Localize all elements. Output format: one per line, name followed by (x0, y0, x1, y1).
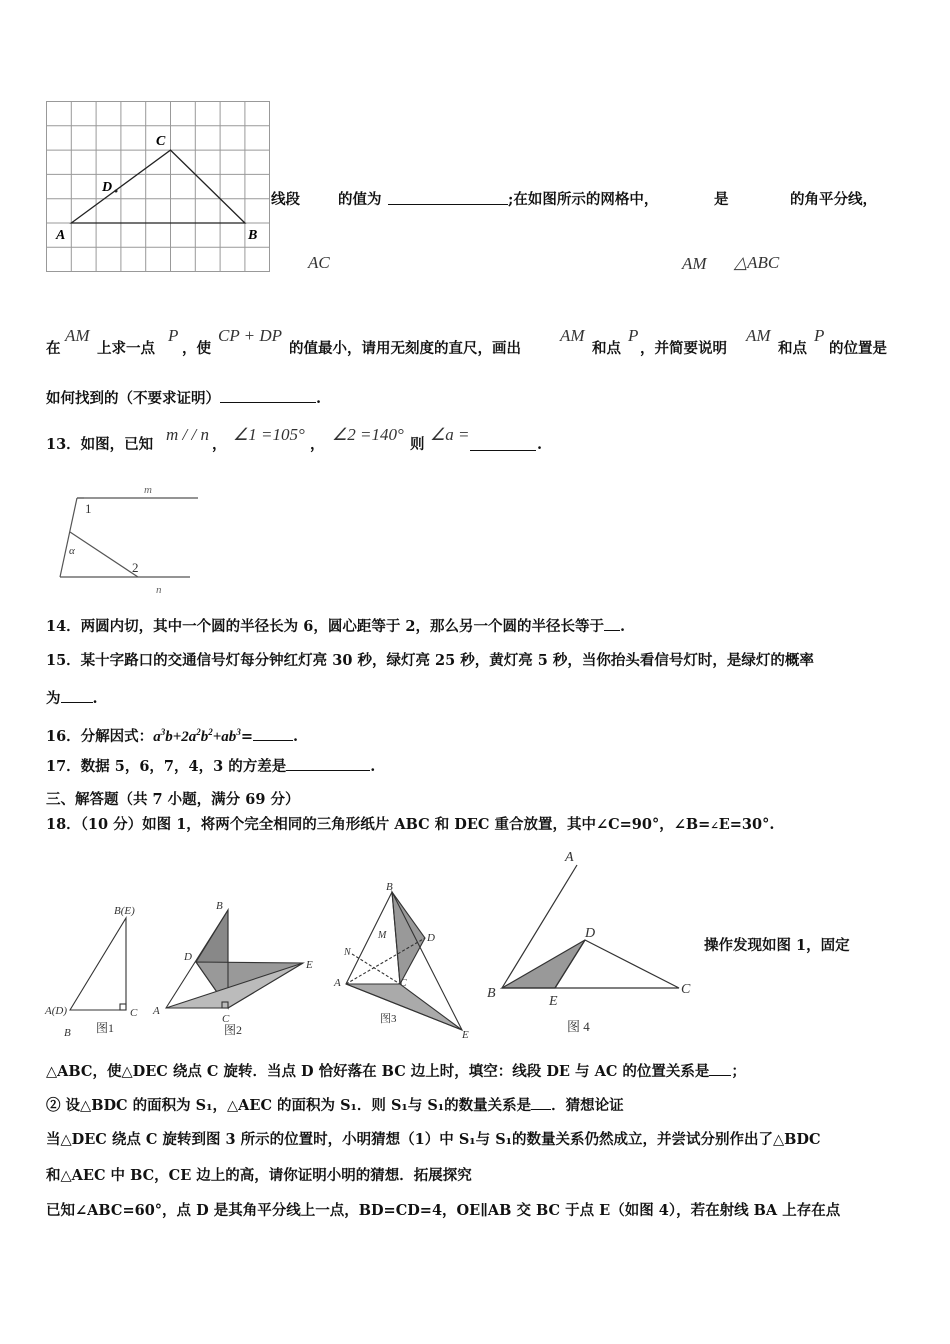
label-2: 2 (132, 560, 139, 575)
q13-mn: m / / n (166, 425, 209, 444)
label-a: A (56, 228, 66, 243)
math-ac: AC (308, 253, 330, 272)
q12-seg2: 的值为 (338, 191, 382, 208)
q12-l2-h: 的位置是 (829, 340, 887, 357)
parallel-lines-figure (56, 480, 206, 598)
q13-comma1: ， (212, 436, 227, 453)
q12-seg5: 的角平分线， (790, 191, 877, 208)
q12-l2-cpdp: CP + DP (218, 326, 283, 345)
fig3-n: N (344, 947, 351, 958)
q12-l2-p2: P (628, 326, 639, 345)
fig1-be: B(E) (114, 905, 135, 917)
fig2-e: E (306, 959, 313, 971)
figure-4 (485, 845, 700, 1040)
q18-p5: 已知∠ABC=60°，点 D 是其角平分线上一点，BD=CD=4，OE∥AB 交 BC 于点 E（如图 4），若在射线 BA 上存在点 (46, 1202, 841, 1219)
q12-l2-a: 在 (46, 340, 61, 357)
q13-then: 则 (410, 436, 425, 453)
fig4-b: B (487, 986, 496, 1001)
fig1-ad: A(D) (45, 1005, 67, 1017)
q18-p2: ② 设△BDC 的面积为 S₁，△AEC 的面积为 S₁．则 S₁与 S₁的数量关系是 ．猜想论证 (46, 1097, 624, 1114)
q15-line2: 为 . (46, 690, 98, 707)
q12-seg3: ;在如图所示的网格中， (508, 191, 659, 208)
fig2-caption: 图2 (224, 1023, 243, 1037)
figure-3 (330, 880, 480, 1040)
fig2-c: C (222, 1013, 230, 1025)
fig4-e: E (549, 994, 558, 1009)
math-am: AM (682, 254, 707, 273)
q13-answer-blank (470, 436, 536, 451)
q12-l2-c: ，使 (182, 340, 211, 357)
fig1-caption: 图1 (96, 1021, 115, 1035)
q13-lead: 13．如图，已知 (46, 436, 154, 453)
q12-line3: 如何找到的（不要求证明） . (46, 390, 322, 407)
label-d: D (102, 180, 113, 195)
q13-alpha: ∠a = (430, 425, 470, 444)
label-b: B (248, 228, 258, 243)
grid-figure (44, 99, 272, 275)
q18-lead: 18．（10 分）如图 1，将两个完全相同的三角形纸片 ABC 和 DEC 重合放置，其中∠C=90°，∠B=∠E=30°. (46, 816, 775, 833)
q12-l2-d: 的值最小，请用无刻度的直尺，画出 (289, 340, 521, 357)
fig4-a: A (565, 850, 574, 865)
q12-answer-blank (388, 190, 508, 205)
q12-l2-b: 上求一点 (97, 340, 155, 357)
fig3-e: E (462, 1029, 469, 1040)
section-3-heading: 三、解答题（共 7 小题，满分 69 分） (46, 791, 300, 808)
fig3-m: M (378, 930, 387, 941)
label-1: 1 (85, 501, 92, 516)
fig4-c: C (681, 982, 691, 997)
q14: 14．两圆内切，其中一个圆的半径长为 6，圆心距等于 2，那么另一个圆的半径长等于 . (46, 618, 626, 635)
figure-2 (148, 898, 328, 1040)
q12-l2-p3: P (814, 326, 825, 345)
q12-l2-am3: AM (746, 326, 771, 345)
fig2-b: B (216, 900, 223, 912)
fig3-c: C (400, 978, 407, 989)
q12-seg4: 是 (714, 191, 729, 208)
label-m: m (144, 484, 152, 496)
figure-1 (44, 900, 144, 1040)
fig3-a: A (334, 977, 341, 989)
q12-l2-g: 和点 (778, 340, 807, 357)
fig2-d: D (184, 951, 192, 963)
math-triangle-abc: △ABC (734, 253, 780, 272)
fig4-d: D (585, 926, 596, 941)
label-alpha: α (69, 545, 75, 557)
q15-line1: 15．某十字路口的交通信号灯每分钟红灯亮 30 秒，绿灯亮 25 秒，黄灯亮 5 秒，当你抬头看信号灯时，是绿灯的概率 (46, 652, 814, 669)
q13-comma2: ， (310, 436, 325, 453)
q18-p4: 和△AEC 中 BC，CE 边上的高，请你证明小明的猜想．拓展探究 (46, 1167, 472, 1184)
q12-l2-f: ，并简要说明 (640, 340, 727, 357)
q12-l2-am2: AM (560, 326, 585, 345)
q12-seg1: 线段 (271, 191, 300, 208)
q18-fig-side: 操作发现如图 1，固定 (704, 937, 850, 954)
fig1-c: C (130, 1007, 138, 1019)
fig2-a: A (153, 1005, 160, 1017)
fig4-caption: 图 4 (567, 1019, 590, 1034)
fig1-b: B (64, 1027, 71, 1039)
q13-angle1: ∠1 =105° (233, 425, 305, 444)
q12-l2-p1: P (168, 326, 179, 345)
fig3-d: D (427, 932, 435, 944)
q13-angle2: ∠2 =140° (332, 425, 404, 444)
label-n: n (156, 584, 162, 596)
label-c: C (156, 134, 166, 149)
fig3-caption: 图3 (380, 1013, 397, 1025)
q13-end: . (537, 436, 543, 453)
q12-l2-e: 和点 (592, 340, 621, 357)
fig3-b: B (386, 881, 393, 893)
q18-p1: △ABC，使△DEC 绕点 C 旋转．当点 D 恰好落在 BC 边上时，填空：线段 DE 与 AC 的位置关系是 ； (46, 1063, 746, 1080)
q16: 16．分解因式：$a^3b+2a^2b^2+ab^3=$ . (46, 727, 299, 745)
q12-l2-am1: AM (65, 326, 90, 345)
q17: 17．数据 5，6，7，4，3 的方差是 . (46, 758, 376, 775)
q18-p3: 当△DEC 绕点 C 旋转到图 3 所示的位置时，小明猜想（1）中 S₁与 S₁的数量关系仍然成立，并尝试分别作出了△BDC (46, 1131, 821, 1148)
